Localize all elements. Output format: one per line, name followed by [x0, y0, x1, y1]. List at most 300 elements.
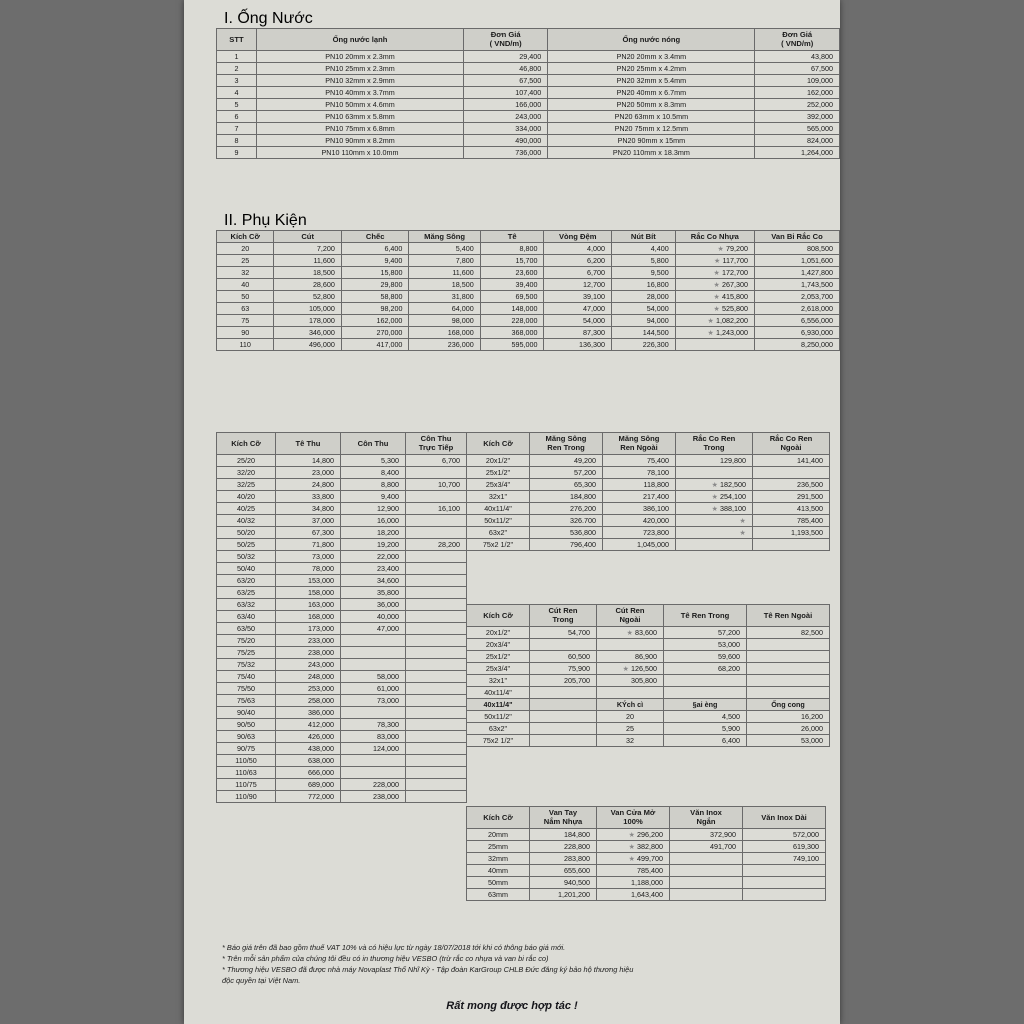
col-m-ng-s-ng: Măng Sông: [409, 231, 480, 243]
cell-van-tay: 283,800: [530, 852, 597, 864]
cell-con-thu-tt: 10,700: [406, 478, 467, 490]
col-con-thu-tt-line2: Trực Tiếp: [418, 443, 454, 453]
cell-con-thu: 124,000: [341, 742, 406, 754]
cell-con-thu-tt: [406, 490, 467, 502]
cell-cut-ren-ngoai: ★ 126,500: [597, 662, 664, 674]
col-cold-price: [464, 29, 548, 51]
table-row: [467, 626, 830, 638]
table-row: [467, 698, 830, 710]
cell-van-inox-dai: [743, 864, 826, 876]
cell-size: 90/63: [217, 730, 276, 742]
cell-mangsong: 31,800: [409, 291, 480, 303]
cell-size: 75/50: [217, 682, 276, 694]
cell-hot-pipe: PN20 32mm x 5.4mm: [548, 74, 755, 86]
cell-size: 50/20: [217, 526, 276, 538]
cell-mangsong: 236,000: [409, 339, 480, 351]
cell-con-thu-tt: [406, 562, 467, 574]
cell-te-ren-trong: 59,600: [664, 650, 747, 662]
cell-cold-price: 67,500: [464, 74, 548, 86]
cell-van-inox-ngan: [670, 888, 743, 900]
footnote-2: * Trên mỗi sản phẩm của chúng tôi đều có in thương hiệu VESBO (trừ rắc co nhựa và van bi rắc co): [222, 954, 549, 964]
cell-size: 110/50: [217, 754, 276, 766]
cell-size: 50/40: [217, 562, 276, 574]
cell-mangsong-ren-trong: 184,800: [530, 490, 603, 502]
cell-size: 20x3/4": [467, 638, 530, 650]
cell-con-thu-tt: [406, 658, 467, 670]
cell-racco: ★ 79,200: [675, 243, 754, 255]
cell-size: 50/25: [217, 538, 276, 550]
cell-te: 228,000: [480, 315, 544, 327]
cell-te-thu: 37,000: [276, 514, 341, 526]
cell-con-thu-tt: [406, 730, 467, 742]
table-row: [217, 526, 467, 538]
col-te-ren-trong: Tê Ren Trong: [664, 605, 747, 627]
cell-stt: 3: [217, 74, 257, 86]
cell-size: 50x11/2": [467, 710, 530, 722]
cell-mangsong-ren-trong: 276,200: [530, 502, 603, 514]
l1: Van Cửa Mở: [610, 808, 656, 817]
cell-van-inox-dai: 619,300: [743, 840, 826, 852]
cell-te: 15,700: [480, 255, 544, 267]
cell-size: 50x11/2": [467, 514, 530, 526]
cell-vanbi: 808,500: [754, 243, 839, 255]
cell-te-thu: 173,000: [276, 622, 341, 634]
cell-stt: 5: [217, 98, 257, 110]
table-row: [217, 339, 840, 351]
cell-racco-ren-ngoai: [753, 538, 830, 550]
l1: Văn Inox: [690, 808, 722, 817]
col-mangsong-ren-ngoai: [603, 433, 676, 455]
cell-con-thu: 58,000: [341, 670, 406, 682]
cell-size: 40/32: [217, 514, 276, 526]
cell-size: 25/20: [217, 454, 276, 466]
threaded-elbow-table: [466, 604, 830, 747]
cell-cut-ren-trong: [530, 686, 597, 698]
cell-van-inox-dai: 572,000: [743, 828, 826, 840]
cell-van-inox-ngan: 372,900: [670, 828, 743, 840]
cell-cut: 7,200: [274, 243, 342, 255]
cell-con-thu-tt: [406, 766, 467, 778]
cell-vongdem: 47,000: [544, 303, 612, 315]
l1: Rắc Co Ren: [769, 434, 813, 443]
cell-size: 25x3/4": [467, 478, 530, 490]
cell-cold-pipe: PN10 20mm x 2.3mm: [256, 50, 463, 62]
table-row: [217, 610, 467, 622]
cell-cut: 496,000: [274, 339, 342, 351]
cell-cold-price: 736,000: [464, 146, 548, 158]
reducer-table: [216, 432, 467, 803]
col-con-thu-truc-tiep: [406, 433, 467, 455]
cell-size: 90/40: [217, 706, 276, 718]
cell-mangsong-ren-trong: 65,300: [530, 478, 603, 490]
cell-size: 63/25: [217, 586, 276, 598]
cell-chec: 98,200: [341, 303, 409, 315]
table-row: [467, 466, 830, 478]
cell-vongdem: 136,300: [544, 339, 612, 351]
table-row: [217, 134, 840, 146]
table-row: [217, 98, 840, 110]
table-row: [217, 766, 467, 778]
cell-van-inox-dai: [743, 888, 826, 900]
cell-te-ren-ngoai: [747, 686, 830, 698]
cell-te-ren-trong: 53,000: [664, 638, 747, 650]
cell-te-thu: 163,000: [276, 598, 341, 610]
cell-con-thu: 40,000: [341, 610, 406, 622]
cell-cut-ren-trong: 75,900: [530, 662, 597, 674]
cell-con-thu: 47,000: [341, 622, 406, 634]
cell-van-tay: 655,600: [530, 864, 597, 876]
cell-size: 50/32: [217, 550, 276, 562]
table-header-row: [467, 605, 830, 627]
cell-te-thu: 73,000: [276, 550, 341, 562]
cell-te-thu: 248,000: [276, 670, 341, 682]
cell-cold-price: 107,400: [464, 86, 548, 98]
cell-te: 368,000: [480, 327, 544, 339]
cell-cut: 178,000: [274, 315, 342, 327]
cell-racco: ★ 267,300: [675, 279, 754, 291]
cell-van-tay: 940,500: [530, 876, 597, 888]
cell-racco-ren-ngoai: 785,400: [753, 514, 830, 526]
cell-size: 63x2": [467, 722, 530, 734]
cell-vanbi: 1,051,600: [754, 255, 839, 267]
cell-te-ren-ngoai: [747, 638, 830, 650]
cell-vanbi: 8,250,000: [754, 339, 839, 351]
cell-nutbit: 5,800: [612, 255, 676, 267]
cell-ong-cong: 26,000: [747, 722, 830, 734]
col-van-inox-ngan: [670, 807, 743, 829]
cell-van-cua-mo: 785,400: [597, 864, 670, 876]
table-row: [467, 828, 826, 840]
cell-nutbit: 16,800: [612, 279, 676, 291]
col-te-ren-ngoai: Tê Ren Ngoài: [747, 605, 830, 627]
cell-con-thu: 78,300: [341, 718, 406, 730]
col-hot-price-line1: Đơn Giá: [782, 30, 813, 39]
cell-van-inox-ngan: [670, 876, 743, 888]
footnote-3: * Thương hiệu VESBO đã được nhà máy Novaplast Thổ Nhĩ Kỳ - Tập đoàn KarGroup CHLB Đức đăng ký bảo hộ thương hiệu: [222, 965, 634, 975]
star-icon: ★: [713, 292, 722, 302]
col-hot-price: [755, 29, 840, 51]
cell-stt: 9: [217, 146, 257, 158]
reducer-table-wrap: [216, 432, 467, 803]
cell-hot-price: 67,500: [755, 62, 840, 74]
cell-con-thu-tt: 16,100: [406, 502, 467, 514]
star-icon: ★: [628, 853, 638, 863]
pipes-table: [216, 28, 840, 159]
cell-cold-price: 29,400: [464, 50, 548, 62]
l2: Nắm Nhựa: [543, 817, 583, 827]
valves-table: [466, 806, 826, 901]
cell-vongdem: 4,000: [544, 243, 612, 255]
table-row: [217, 598, 467, 610]
table-row: [217, 742, 467, 754]
cell-con-thu-tt: [406, 790, 467, 802]
cell-size: 75x2 1/2": [467, 734, 530, 746]
cell-te-thu: 233,000: [276, 634, 341, 646]
cell-size: 32x1": [467, 490, 530, 502]
cell-racco-ren-trong: [676, 538, 753, 550]
cell-van-inox-ngan: 491,700: [670, 840, 743, 852]
cell-hot-pipe: PN20 90mm x 15mm: [548, 134, 755, 146]
cell-size: 90: [217, 327, 274, 339]
table-row: [217, 50, 840, 62]
cell-hot-pipe: PN20 25mm x 4.2mm: [548, 62, 755, 74]
footnotes: [222, 942, 802, 986]
col-v-ng-m: Vòng Đệm: [544, 231, 612, 243]
cell-cut: 105,000: [274, 303, 342, 315]
cell-cold-pipe: PN10 25mm x 2.3mm: [256, 62, 463, 74]
table-row: [467, 674, 830, 686]
col-k-ch-c-: Kích Cỡ: [217, 231, 274, 243]
cell-te-thu: 67,300: [276, 526, 341, 538]
table-row: [217, 122, 840, 134]
cell-mangsong-ren-trong: 796,400: [530, 538, 603, 550]
table-header-row: [217, 29, 840, 51]
col-n-t-b-t: Nút Bít: [612, 231, 676, 243]
cell-hot-price: 824,000: [755, 134, 840, 146]
cell-nutbit: 9,500: [612, 267, 676, 279]
star-icon: ★: [707, 316, 716, 326]
table-row: [217, 86, 840, 98]
pipes-table-wrap: [216, 28, 840, 159]
cell-con-thu: 8,800: [341, 478, 406, 490]
col-t-: Tê: [480, 231, 544, 243]
cell-vongdem: 6,200: [544, 255, 612, 267]
cell-mangsong: 168,000: [409, 327, 480, 339]
star-icon: ★: [707, 328, 716, 338]
valves-table-wrap: [466, 806, 826, 901]
cell-blank: [530, 734, 597, 746]
cell-size: 25x1/2": [467, 466, 530, 478]
cell-mangsong-ren-trong: 536,800: [530, 526, 603, 538]
table-row: [217, 327, 840, 339]
table-row: [217, 74, 840, 86]
cell-te-thu: 772,000: [276, 790, 341, 802]
cell-cut: 18,500: [274, 267, 342, 279]
table-row: [217, 562, 467, 574]
cell-cut: 346,000: [274, 327, 342, 339]
cell-size: 75/25: [217, 646, 276, 658]
cell-te-ren-ngoai: [747, 674, 830, 686]
cell-size: 20x1/2": [467, 626, 530, 638]
cell-te-ren-ngoai: [747, 650, 830, 662]
cell-cold-pipe: PN10 50mm x 4.6mm: [256, 98, 463, 110]
cell-mangsong: 7,800: [409, 255, 480, 267]
cell-size: 75/20: [217, 634, 276, 646]
star-icon: ★: [622, 663, 632, 673]
cell-mangsong: 64,000: [409, 303, 480, 315]
cell-vongdem: 12,700: [544, 279, 612, 291]
cell-con-thu-tt: [406, 550, 467, 562]
cell-vanbi: 6,930,000: [754, 327, 839, 339]
cell-te-thu: 34,800: [276, 502, 341, 514]
cell-con-thu-tt: [406, 466, 467, 478]
cell-con-thu: 23,400: [341, 562, 406, 574]
cell-van-inox-ngan: [670, 864, 743, 876]
cell-size: 25: [217, 255, 274, 267]
star-icon: ★: [713, 268, 722, 278]
cell-te-thu: 638,000: [276, 754, 341, 766]
table-row: [467, 852, 826, 864]
cell-vongdem: 6,700: [544, 267, 612, 279]
col-van-tay-nam-nhua: [530, 807, 597, 829]
cell-vongdem: 39,100: [544, 291, 612, 303]
cell-van-inox-ngan: [670, 852, 743, 864]
table-header-row: [217, 433, 467, 455]
cell-size: 32x1": [467, 674, 530, 686]
col-cut-ren-trong: [530, 605, 597, 627]
cell-dai-ong: 4,500: [664, 710, 747, 722]
col-size: Kích Cỡ: [217, 433, 276, 455]
col-hot-price-line2: ( VND/m): [781, 39, 814, 49]
cell-van-tay: 184,800: [530, 828, 597, 840]
cell-con-thu: [341, 766, 406, 778]
section-2-title: II. Phụ Kiện: [224, 212, 307, 229]
cell-te-thu: 426,000: [276, 730, 341, 742]
cell-con-thu: 9,400: [341, 490, 406, 502]
cell-chec: 417,000: [341, 339, 409, 351]
cell-con-thu-tt: [406, 514, 467, 526]
cell-con-thu: 22,000: [341, 550, 406, 562]
cell-te-thu: 238,000: [276, 646, 341, 658]
l1: Cút Ren: [615, 606, 645, 615]
cell-cut: 11,600: [274, 255, 342, 267]
cell-vanbi: 1,427,800: [754, 267, 839, 279]
cell-size: 40/20: [217, 490, 276, 502]
cell-te: 148,000: [480, 303, 544, 315]
col-cold-pipe: Ống nước lạnh: [256, 29, 463, 51]
cell-cut-ren-ngoai: ★ 83,600: [597, 626, 664, 638]
table-row: [467, 454, 830, 466]
cell-con-thu-tt: [406, 586, 467, 598]
table-row: [217, 538, 467, 550]
cell-con-thu-tt: [406, 634, 467, 646]
table-row: [217, 682, 467, 694]
cell-cold-pipe: PN10 90mm x 8.2mm: [256, 134, 463, 146]
cell-con-thu-tt: [406, 742, 467, 754]
cell-hot-pipe: PN20 110mm x 18.3mm: [548, 146, 755, 158]
cell-chec: 162,000: [341, 315, 409, 327]
cell-con-thu-tt: [406, 574, 467, 586]
l1: Măng Sông: [545, 434, 587, 443]
cell-racco-ren-ngoai: 1,193,500: [753, 526, 830, 538]
cell-kych: 25: [597, 722, 664, 734]
table-row: [217, 790, 467, 802]
cell-te: 23,600: [480, 267, 544, 279]
cell-ong-cong-header: Ống cong: [747, 698, 830, 710]
cell-blank: [530, 710, 597, 722]
cell-cold-pipe: PN10 32mm x 2.9mm: [256, 74, 463, 86]
cell-hot-price: 1,264,000: [755, 146, 840, 158]
cell-te-thu: 168,000: [276, 610, 341, 622]
l2: Ren Trong: [547, 443, 585, 453]
cell-mangsong-ren-ngoai: 723,800: [603, 526, 676, 538]
cell-mangsong-ren-ngoai: 118,800: [603, 478, 676, 490]
cell-vanbi: 2,618,000: [754, 303, 839, 315]
cell-cold-price: 334,000: [464, 122, 548, 134]
table-row: [217, 255, 840, 267]
cell-kych: 32: [597, 734, 664, 746]
cell-con-thu: [341, 646, 406, 658]
cell-van-cua-mo: ★ 382,800: [597, 840, 670, 852]
cell-size: 75/32: [217, 658, 276, 670]
cell-racco: ★ 415,800: [675, 291, 754, 303]
cell-te-ren-ngoai: [747, 662, 830, 674]
cell-te-thu: 412,000: [276, 718, 341, 730]
table-row: [217, 279, 840, 291]
cell-con-thu: 83,000: [341, 730, 406, 742]
table-row: [217, 586, 467, 598]
star-icon: ★: [711, 491, 721, 501]
cell-size: 90/50: [217, 718, 276, 730]
cell-size: 40x11/4": [467, 502, 530, 514]
table-row: [217, 146, 840, 158]
cell-stt: 2: [217, 62, 257, 74]
cell-mangsong-ren-ngoai: 217,400: [603, 490, 676, 502]
table-row: [217, 454, 467, 466]
reducer-table-body: [217, 454, 467, 802]
cell-te-thu: 386,000: [276, 706, 341, 718]
cell-te: 39,400: [480, 279, 544, 291]
closing-line: Rất mong được hợp tác !: [446, 1000, 578, 1012]
cell-cold-price: 46,800: [464, 62, 548, 74]
cell-vongdem: 87,300: [544, 327, 612, 339]
cell-cut-ren-trong: 205,700: [530, 674, 597, 686]
col-stt: STT: [217, 29, 257, 51]
cell-chec: 270,000: [341, 327, 409, 339]
cell-nutbit: 54,000: [612, 303, 676, 315]
cell-con-thu-tt: [406, 646, 467, 658]
cell-racco-ren-ngoai: 413,500: [753, 502, 830, 514]
cell-te-ren-trong: 68,200: [664, 662, 747, 674]
fittings-table-body: [217, 243, 840, 351]
cell-te-ren-trong: 57,200: [664, 626, 747, 638]
table-row: [467, 864, 826, 876]
cell-size: 63/32: [217, 598, 276, 610]
cell-van-inox-dai: 749,100: [743, 852, 826, 864]
cell-mangsong: 11,600: [409, 267, 480, 279]
col-size: Kích Cỡ: [467, 433, 530, 455]
cell-racco: ★ 525,800: [675, 303, 754, 315]
cell-size: 63: [217, 303, 274, 315]
cell-mangsong-ren-ngoai: 386,100: [603, 502, 676, 514]
cell-hot-pipe: PN20 20mm x 3.4mm: [548, 50, 755, 62]
cell-racco-ren-trong: [676, 514, 753, 526]
price-list-sheet: [184, 0, 840, 1024]
cell-hot-price: 252,000: [755, 98, 840, 110]
cell-te-thu: 666,000: [276, 766, 341, 778]
cell-hot-price: 109,000: [755, 74, 840, 86]
col-mangsong-ren-trong: [530, 433, 603, 455]
cell-mangsong: 5,400: [409, 243, 480, 255]
col-van-inox-dai: Văn Inox Dài: [743, 807, 826, 829]
table-row: [467, 734, 830, 746]
cell-te-thu: 153,000: [276, 574, 341, 586]
cell-con-thu-tt: 28,200: [406, 538, 467, 550]
l1: Rắc Co Ren: [692, 434, 736, 443]
table-row: [217, 574, 467, 586]
section-1-title: I. Ống Nước: [224, 10, 313, 27]
cell-size: 40mm: [467, 864, 530, 876]
cell-van-inox-dai: [743, 876, 826, 888]
cell-con-thu: [341, 706, 406, 718]
cell-van-cua-mo: ★ 499,700: [597, 852, 670, 864]
cell-size: 110/90: [217, 790, 276, 802]
cell-racco-ren-trong: ★ 182,500: [676, 478, 753, 490]
col-size: Kích Cỡ: [467, 807, 530, 829]
table-row: [217, 478, 467, 490]
table-row: [217, 646, 467, 658]
cell-size: 20: [217, 243, 274, 255]
